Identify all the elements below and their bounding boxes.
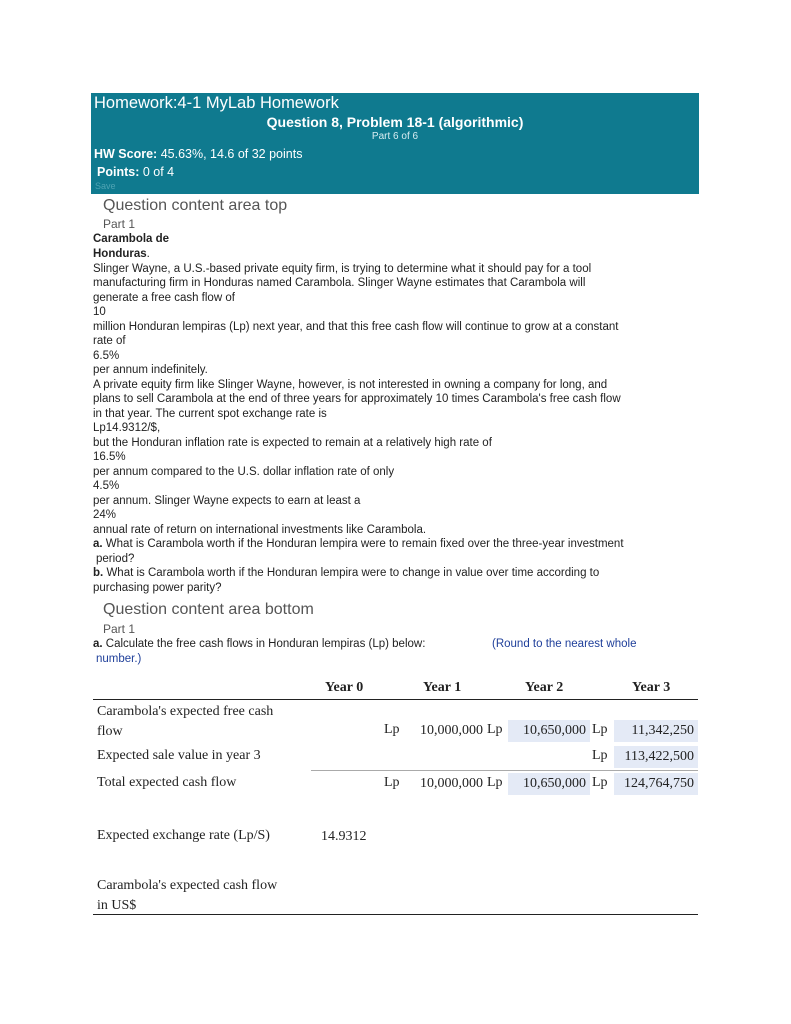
- problem-text-line: per annum compared to the U.S. dollar inflation rate of only: [93, 466, 395, 478]
- problem-text-line: plans to sell Carambola at the end of three years for approximately 10 times Carambola's free cash flow: [93, 393, 621, 405]
- currency-label: Lp: [384, 775, 400, 790]
- header-year-1: Year 1: [423, 680, 462, 695]
- currency-label: Lp: [487, 722, 503, 737]
- points: [97, 165, 174, 179]
- row-label-sale: Expected sale value in year 3: [97, 748, 261, 763]
- problem-title-line1: Carambola de: [93, 233, 170, 245]
- total-year3: 124,764,750: [614, 773, 698, 795]
- fx-year0: 14.9312: [321, 829, 367, 844]
- question-a: a. What is Carambola worth if the Honduran lempira were to remain fixed over the three-year investment: [93, 538, 624, 550]
- hw-score-label: HW Score:: [94, 147, 158, 161]
- fcf-year2: 10,650,000: [508, 720, 590, 742]
- row-label-fcf: Carambola's expected free cash flow: [97, 704, 274, 739]
- problem-value: 4.5%: [93, 480, 120, 492]
- problem-text-line: Slinger Wayne, a U.S.-based private equity firm, is trying to determine what it should pay for a tool: [93, 263, 592, 275]
- header-divider: [93, 699, 698, 700]
- currency-label: Lp: [592, 722, 608, 737]
- question-b: b. What is Carambola worth if the Honduran lempira were to change in value over time according to: [93, 567, 600, 579]
- prompt-a: a. Calculate the free cash flows in Honduran lempiras (Lp) below:: [93, 638, 426, 650]
- problem-text-line: in that year. The current spot exchange rate is: [93, 408, 327, 420]
- currency-label: Lp: [592, 775, 608, 790]
- rounding-instruction-cont: number.): [96, 653, 142, 665]
- row-label-total: Total expected cash flow: [97, 775, 237, 790]
- problem-text-line: per annum. Slinger Wayne expects to earn at least a: [93, 495, 361, 507]
- problem-value: Lp14.9312/$,: [93, 422, 161, 434]
- header-year-0: Year 0: [325, 680, 364, 695]
- header-year-2: Year 2: [525, 680, 564, 695]
- problem-text-line: annual rate of return on international investments like Carambola.: [93, 524, 427, 536]
- question-a-cont: period?: [96, 553, 135, 565]
- homework-title: Homework:4-1 MyLab Homework: [94, 94, 339, 112]
- currency-label: Lp: [487, 775, 503, 790]
- table-bottom-border: [93, 914, 698, 915]
- total-year2: 10,650,000: [508, 773, 590, 795]
- points-label: Points:: [97, 165, 140, 179]
- part-indicator: Part 6 of 6: [371, 131, 419, 142]
- problem-text-line: million Honduran lempiras (Lp) next year, and that this free cash flow will continue to grow at a constant: [93, 321, 619, 333]
- sale-year3: 113,422,500: [614, 746, 698, 768]
- cash-flow-table: [93, 676, 698, 916]
- question-title: Question 8, Problem 18-1 (algorithmic): [266, 114, 524, 130]
- row-label-usd: Carambola's expected cash flow in US$: [97, 878, 278, 913]
- save-button[interactable]: Save: [95, 181, 116, 191]
- problem-value: 16.5%: [93, 451, 126, 463]
- fcf-year1: 10,000,000: [420, 723, 483, 738]
- question-header: [91, 93, 699, 194]
- problem-title-line2: Honduras.: [93, 248, 150, 260]
- problem-text-line: but the Honduran inflation rate is expected to remain at a relatively high rate of: [93, 437, 492, 449]
- header-year-3: Year 3: [632, 680, 671, 695]
- points-value: 0 of 4: [142, 165, 175, 179]
- problem-text-line: A private equity firm like Slinger Wayne, however, is not interested in owning a company for long, and: [93, 379, 608, 391]
- currency-label: Lp: [384, 722, 400, 737]
- problem-text-line: per annum indefinitely.: [93, 364, 208, 376]
- problem-text-line: rate of: [93, 335, 126, 347]
- hw-score-value: 45.63%, 14.6 of 32 points: [160, 147, 303, 161]
- subtotal-divider: [311, 770, 698, 771]
- fcf-year3: 11,342,250: [614, 720, 698, 742]
- problem-value: 6.5%: [93, 350, 120, 362]
- content-area-bottom-title: Question content area bottom: [103, 601, 314, 618]
- question-b-cont: purchasing power parity?: [93, 582, 222, 594]
- problem-text-line: manufacturing firm in Honduras named Carambola. Slinger Wayne estimates that Carambola will: [93, 277, 586, 289]
- top-part-label: Part 1: [103, 217, 136, 231]
- content-area-top-title: Question content area top: [103, 197, 288, 214]
- rounding-instruction: (Round to the nearest whole: [492, 638, 637, 650]
- hw-score: [94, 147, 302, 161]
- currency-label: Lp: [592, 748, 608, 763]
- problem-value: 10: [93, 306, 106, 318]
- bottom-part-label: Part 1: [103, 622, 136, 636]
- problem-value: 24%: [93, 509, 117, 521]
- row-label-fx: Expected exchange rate (Lp/S): [97, 828, 270, 843]
- problem-text-line: generate a free cash flow of: [93, 292, 235, 304]
- total-year1: 10,000,000: [420, 776, 483, 791]
